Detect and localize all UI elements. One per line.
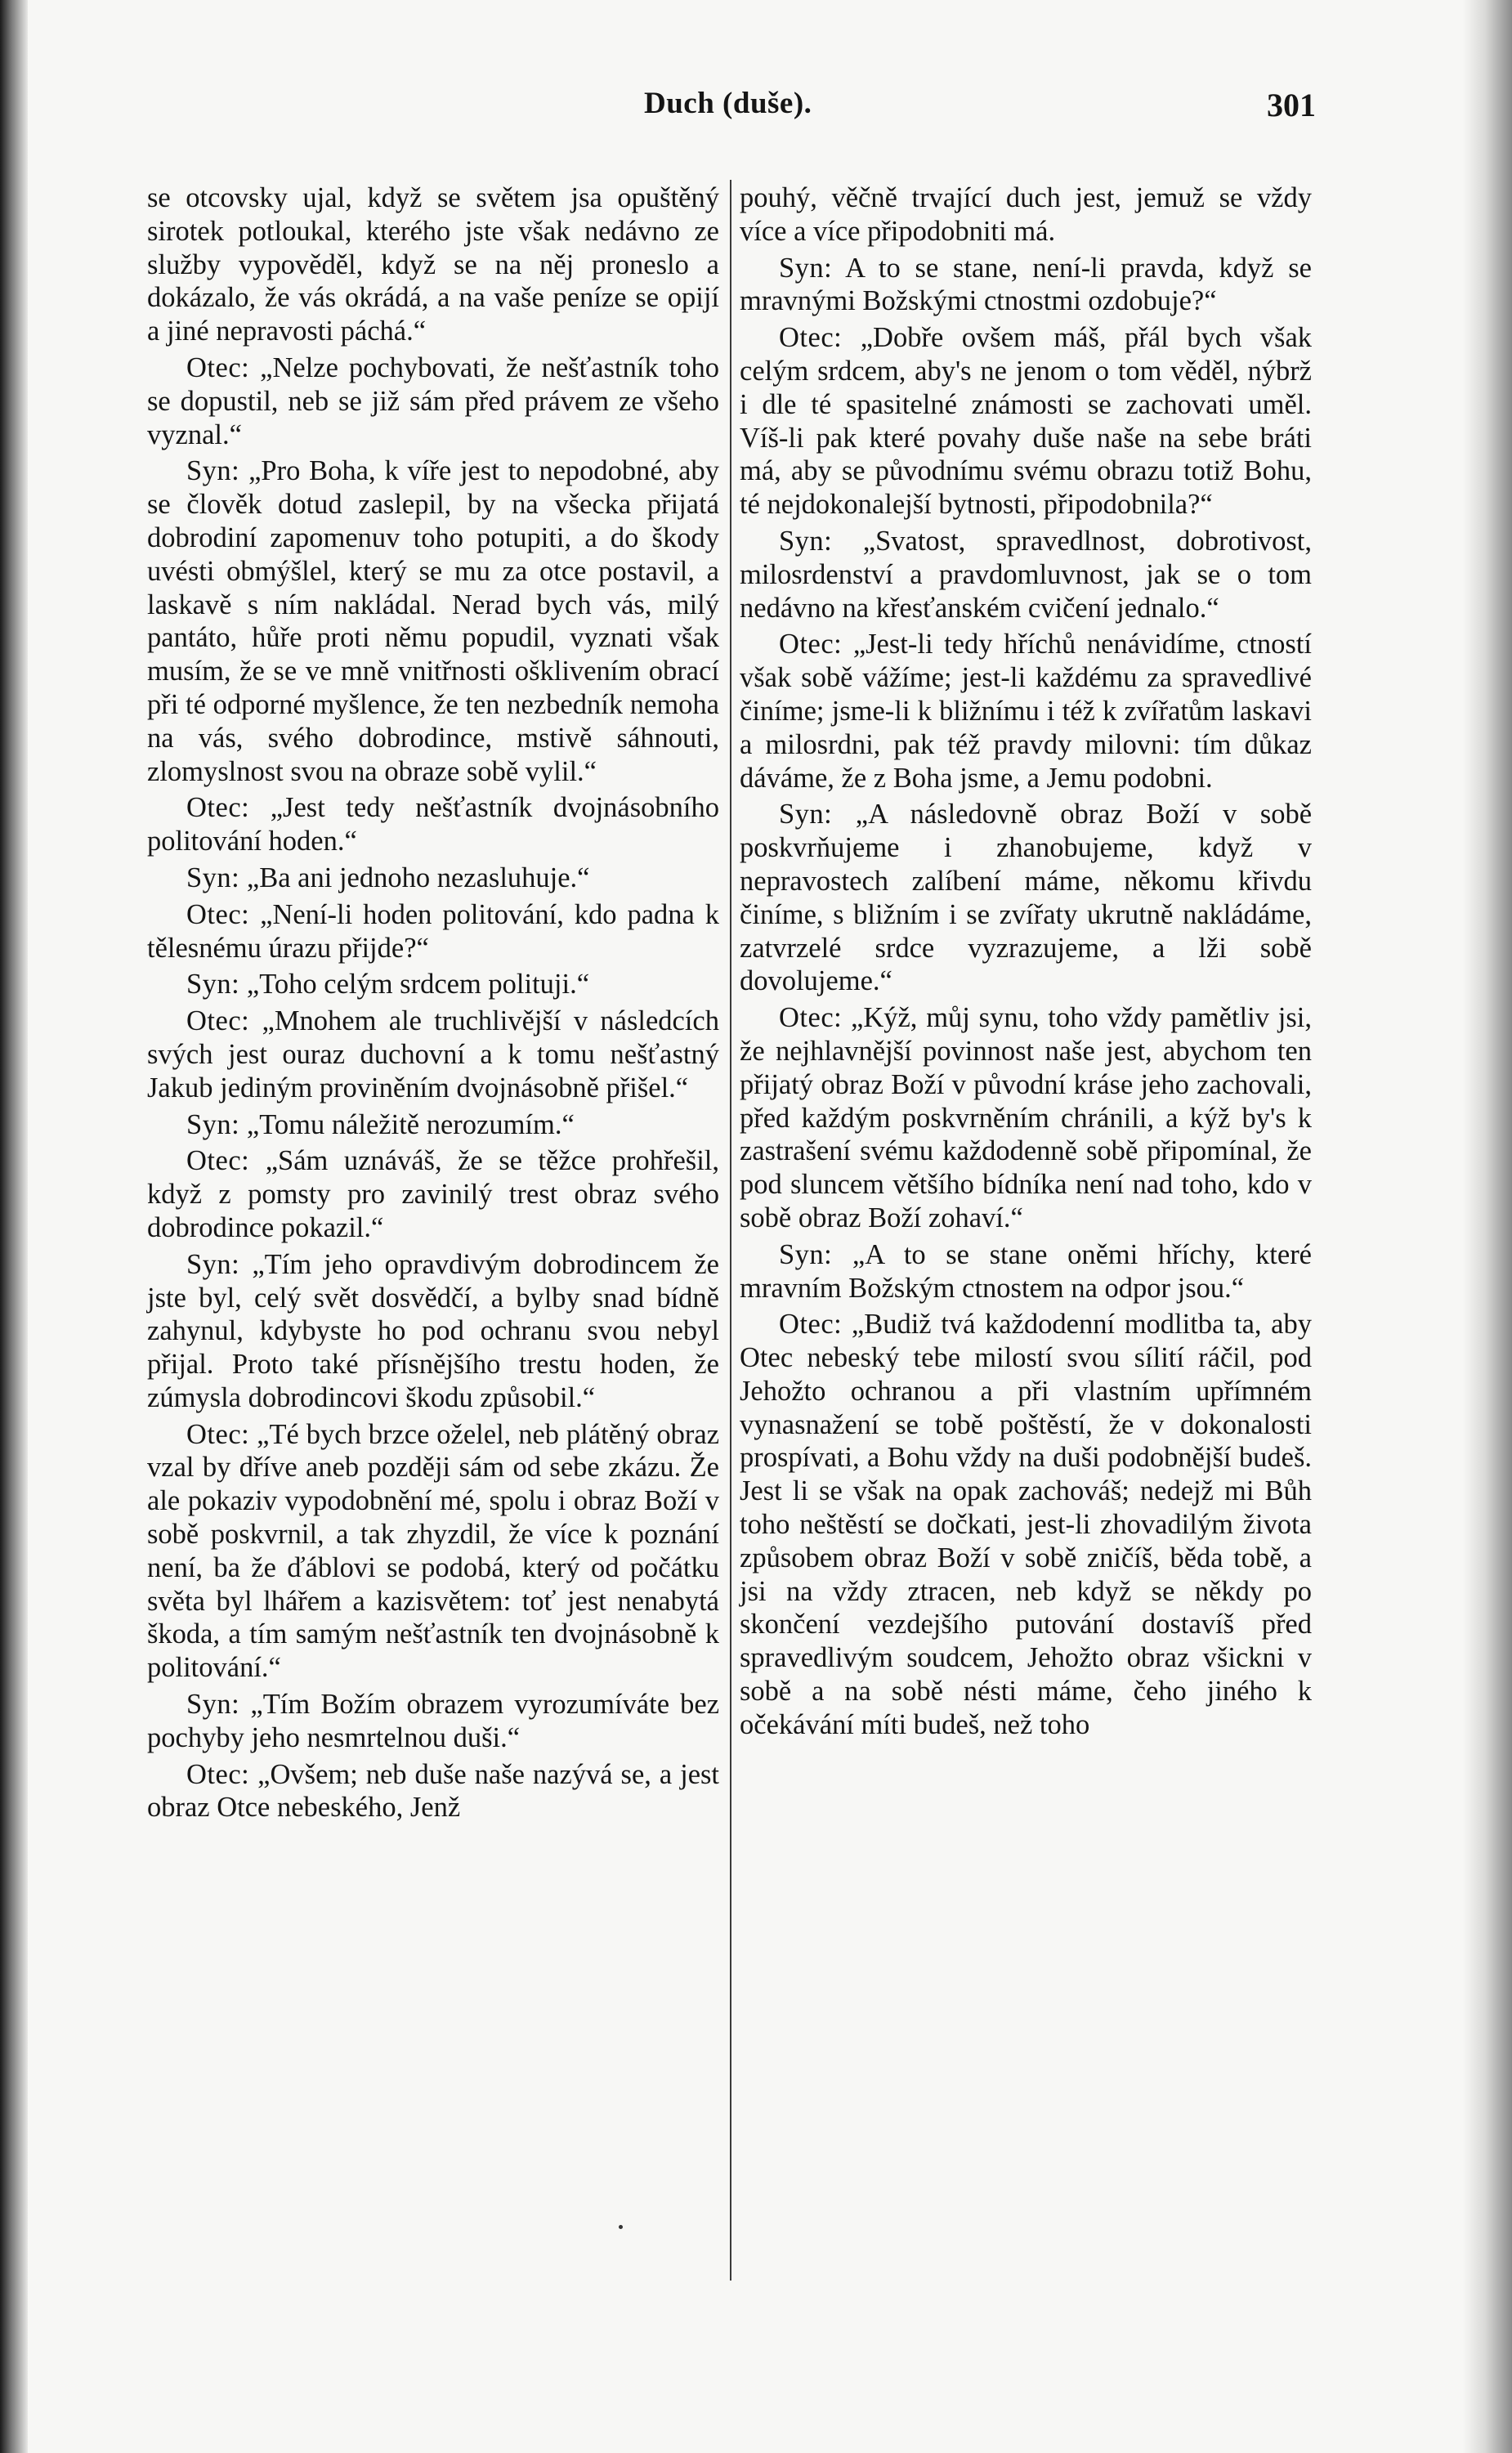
paragraph-text: pouhý, věčně trvající duch jest, jemuž se vždy více a více připodobniti má. bbox=[740, 182, 1312, 247]
paragraph-text: „Tím Božím obrazem vyrozumíváte bez pochyby jeho nesmrtelnou duši.“ bbox=[147, 1689, 720, 1753]
paragraph bbox=[147, 862, 719, 895]
paragraph bbox=[147, 791, 719, 858]
speaker-label: Otec: bbox=[186, 1145, 250, 1177]
speaker-label: Syn: bbox=[186, 969, 240, 1000]
speaker-label: Otec: bbox=[779, 629, 843, 660]
paragraph bbox=[740, 1238, 1312, 1305]
paragraph-text: „Jest tedy nešťastník dvojnásobního politování hoden.“ bbox=[147, 792, 720, 857]
speaker-label: Syn: bbox=[779, 525, 833, 557]
paragraph-text: „Svatost, spravedlnost, dobrotivost, milosrdenství a pravdomluvnost, jak se o tom nedávno na křesťanském cvičení jednalo.“ bbox=[740, 525, 1313, 624]
speaker-label: Otec: bbox=[779, 1309, 843, 1341]
paragraph-text: „Dobře ovšem máš, přál bych však celým srdcem, aby's ne jenom o tom věděl, nýbrž i dle té spasitelné známosti se zachovati uměl. Víš-li pak které povahy duše naše na sebe bráti má, aby se původnímu svému obrazu totiž Bohu, té nejdokonalejší bytnosti, připodobnila?“ bbox=[740, 322, 1313, 521]
speaker-label: Syn: bbox=[779, 1238, 833, 1270]
speaker-label: Otec: bbox=[186, 792, 250, 824]
paragraph bbox=[147, 1144, 719, 1244]
speaker-label: Otec: bbox=[186, 1758, 250, 1790]
paragraph-text: se otcovsky ujal, když se světem jsa opuštěný sirotek potloukal, kterého jste však nedávno ze služby vypověděl, když se na něj proneslo a dokázalo, že vás okrádá, a na vaše peníze se opijí a jiné nepravosti páchá.“ bbox=[147, 182, 719, 347]
speaker-label: Otec: bbox=[186, 1005, 250, 1037]
paragraph-text: „Jest-li tedy hříchů nenávidíme, ctností však sobě vážíme; jest-li každému za spravedlivé činíme; jsme-li k bližnímu i též k zvířatům laskavi a milosrdni, pak též pravdy milovni: tím důkaz dáváme, že z Boha jsme, a Jemu podobni. bbox=[740, 629, 1312, 794]
paragraph bbox=[147, 1418, 719, 1685]
print-speck bbox=[619, 2225, 623, 2229]
paragraph-text: „Té bych brzce oželel, neb plátěný obraz vzal by dříve aneb později sám od sebe zkázu. Že ale pokaziv vypodobnění mé, spolu i obraz Boží v sobě poskvrnil, a tak zhyzdil, že více k poznání není, ba že ďáblovi se podobá, který od počátku světa byl lhářem a kazisvětem: toť jest nenabytá škoda, a tím samým nešťastník ten dvojnásobně k politování.“ bbox=[147, 1418, 720, 1684]
running-title: Duch (duše). bbox=[644, 87, 812, 120]
paragraph-text: „Ba ani jednoho nezasluhuje.“ bbox=[246, 862, 590, 893]
paragraph bbox=[740, 181, 1312, 248]
paragraph bbox=[147, 1688, 719, 1755]
speaker-label: Syn: bbox=[186, 1248, 240, 1280]
paragraph bbox=[147, 1758, 719, 1825]
paragraph bbox=[147, 968, 719, 1001]
paragraph bbox=[740, 1001, 1312, 1235]
speaker-label: Otec: bbox=[186, 898, 250, 930]
right-column bbox=[740, 181, 1312, 1745]
column-divider bbox=[730, 180, 731, 2281]
speaker-label: Otec: bbox=[779, 322, 843, 354]
speaker-label: Syn: bbox=[186, 455, 240, 487]
paragraph-text: „Toho celým srdcem polituji.“ bbox=[246, 969, 590, 1000]
speaker-label: Otec: bbox=[186, 351, 250, 383]
paragraph bbox=[740, 252, 1312, 319]
paragraph bbox=[147, 1248, 719, 1415]
speaker-label: Otec: bbox=[186, 1418, 250, 1450]
paragraph bbox=[740, 321, 1312, 521]
paragraph-text: „Tomu náležitě nerozumím.“ bbox=[246, 1108, 575, 1140]
page-edge-shadow-left bbox=[0, 0, 28, 2453]
speaker-label: Syn: bbox=[186, 1689, 240, 1721]
page-header bbox=[147, 86, 1316, 135]
paragraph-text: „Budiž tvá každodenní modlitba ta, aby Otec nebeský tebe milostí svou sílití ráčil, pod Jehožto ochranou a při vlastním upřímném vynasnažení se tobě poštěstí, že v dokonalosti prospívati, a Bohu vždy na duši podobnější budeš. Jest li se však na opak zachováš; nedejž mi Bůh toho neštěstí se dočkati, jest-li zhovadilým života způsobem obraz Boží v sobě zničíš, běda tobě, a jsi na vždy ztracen, neb když se někdy po skončení vezdejšího putování dostavíš před spravedlivým soudcem, Jehožto obraz všickni v sobě a na sobě nésti máme, čeho jiného k očekávání míti budeš, než toho bbox=[740, 1309, 1312, 1740]
paragraph-text: „Tím jeho opravdivým dobrodincem že jste byl, celý svět dosvědčí, a bylby snad bídně zahynul, kdybyste ho pod ochranu svou nebyl přijal. Proto také přísnějšího trestu hoden, že zúmysla dobrodincovi škodu způsobil.“ bbox=[147, 1248, 719, 1413]
paragraph-text: A to se stane, není-li pravda, když se mravnými Božskými ctnostmi ozdobuje?“ bbox=[740, 252, 1312, 317]
paragraph-text: „Sám uznáváš, že se těžce prohřešil, když z pomsty pro zavinilý trest obraz svého dobrodince pokazil.“ bbox=[147, 1145, 720, 1243]
paragraph-text: „A následovně obraz Boží v sobě poskvrňujeme i zhanobujeme, když v nepravostech zalíbení máme, někomu křivdu činíme, s bližním i se zvířaty ukrutně nakládáme, zatvrzelé srdce vyzrazujeme, a lži sobě dovolujeme.“ bbox=[740, 799, 1313, 997]
paragraph-text: „Není-li hoden politování, kdo padna k tělesnému úrazu přijde?“ bbox=[147, 898, 719, 964]
paragraph bbox=[147, 351, 719, 451]
speaker-label: Syn: bbox=[779, 252, 833, 284]
paragraph-text: „A to se stane oněmi hříchy, které mravním Božským ctnostem na odpor jsou.“ bbox=[740, 1238, 1312, 1304]
page-number: 301 bbox=[1267, 87, 1316, 123]
paragraph bbox=[740, 525, 1312, 624]
paragraph bbox=[740, 798, 1312, 998]
paragraph bbox=[740, 628, 1312, 795]
speaker-label: Syn: bbox=[186, 862, 240, 893]
paragraph-text: „Kýž, můj synu, toho vždy pamětliv jsi, že nejhlavnější povinnost naše jest, abychom ten přijatý obraz Boží v původní kráse jeho zachovali, před každým poskvrněním chránili, a kýž by's k zastrašení svému každodenně sobě připomínal, že pod sluncem většího bídníka není nad toho, kdo v sobě obraz Boží zohaví.“ bbox=[740, 1002, 1312, 1233]
paragraph bbox=[740, 1308, 1312, 1741]
paragraph-text: „Nelze pochybovati, že nešťastník toho se dopustil, neb se již sám před právem ze všeho vyznal.“ bbox=[147, 351, 719, 450]
paragraph bbox=[147, 1005, 719, 1104]
speaker-label: Syn: bbox=[779, 799, 833, 830]
paragraph bbox=[147, 898, 719, 965]
paragraph-text: „Pro Boha, k víře jest to nepodobné, aby se člověk dotud zaslepil, by na všecka přijatá dobrodiní zapomenuv toho potupiti, a do škody uvésti obmýšlel, který se mu za otce postavil, a laskavě s ním nakládal. Nerad bych vás, milý pantáto, hůře proti němu popudil, vyznati však musím, že se ve mně vnitřnosti ošklivením obrací při té odporné myšlence, že ten nezbedník nemoha na vás, svého dobrodince, mstivě sáhnouti, zlomyslnost svou na obraze sobě vylil.“ bbox=[147, 455, 719, 787]
speaker-label: Syn: bbox=[186, 1108, 240, 1140]
paragraph bbox=[147, 454, 719, 788]
paragraph-text: „Mnohem ale truchlivější v následcích svých jest ouraz duchovní a k tomu nešťastný Jakub jediným proviněním dvojnásobně přišel.“ bbox=[147, 1005, 719, 1103]
paragraph bbox=[147, 181, 719, 348]
left-column bbox=[147, 181, 719, 1828]
paragraph bbox=[147, 1108, 719, 1142]
page-edge-shadow-right bbox=[1463, 0, 1512, 2453]
paragraph-text: „Ovšem; neb duše naše nazývá se, a jest obraz Otce nebeského, Jenž bbox=[147, 1758, 720, 1824]
speaker-label: Otec: bbox=[779, 1002, 843, 1034]
